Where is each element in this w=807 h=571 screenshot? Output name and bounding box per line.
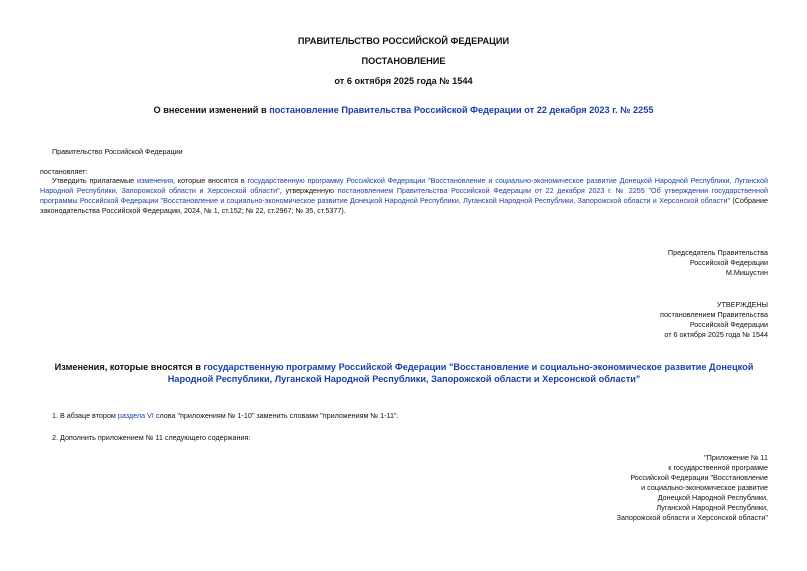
approval-line2: постановлением Правительства xyxy=(660,310,768,319)
doc-title-prefix: О внесении изменений в xyxy=(153,105,270,115)
signature-title-line2: Российской Федерации xyxy=(689,258,768,267)
decree-text-4: (Собрание законодательства Российской Федерации, 2024, № 1, ст.152; № 22, ст.2967; № 35, ст.5377). xyxy=(40,196,768,215)
header-government: ПРАВИТЕЛЬСТВО РОССИЙСКОЙ ФЕДЕРАЦИИ xyxy=(297,36,510,46)
item-2: 2. Дополнить приложением № 11 следующего содержания: xyxy=(52,433,251,442)
section-link[interactable]: раздела VI xyxy=(117,411,154,420)
appendix-line3: Российской Федерации "Восстановление xyxy=(630,473,768,482)
signature-block xyxy=(668,248,768,278)
decree-text-1: Утвердить прилагаемые xyxy=(52,176,137,185)
approval-line1: УТВЕРЖДЕНЫ xyxy=(716,300,768,309)
changes-title-prefix: Изменения, которые вносятся в xyxy=(54,362,204,372)
appendix-line6: Луганской Народной Республики, xyxy=(656,503,768,512)
appendix-line5: Донецкой Народной Республики, xyxy=(657,493,768,502)
header-doc-type: ПОСТАНОВЛЕНИЕ xyxy=(361,56,446,66)
approval-line4: от 6 октября 2025 года № 1544 xyxy=(664,330,768,339)
appendix-line1: "Приложение № 11 xyxy=(704,453,768,462)
changes-title-link[interactable]: государственную программу Российской Федерации "Восстановление и социально-экономическое развитие Донецкой Народной Республики, Луганской Народной Республики, Запорожской области и Херсонской области" xyxy=(167,362,754,384)
item-1-text-2: слова "приложениям № 1-10" заменить словами "приложениям № 1-11". xyxy=(153,411,399,420)
approval-line3: Российской Федерации xyxy=(689,320,768,329)
signature-title-line1: Председатель Правительства xyxy=(667,248,768,257)
decides-label: постановляет: xyxy=(40,167,88,176)
changes-link[interactable]: изменения xyxy=(136,176,174,185)
decree-body xyxy=(40,176,768,216)
program-link[interactable]: государственную программу Российской Федерации "Восстановление и социально-экономическое развитие Донецкой Народной Республики, Луганской Народной Республики, Запорожской области и Херсонской области" xyxy=(40,176,768,195)
doc-title-link[interactable]: постановление Правительства Российской Федерации от 22 декабря 2023 г. № 2255 xyxy=(269,105,654,115)
approval-block xyxy=(660,300,768,340)
appendix-line4: и социально-экономическое развитие xyxy=(641,483,768,492)
government-label: Правительство Российской Федерации xyxy=(52,147,183,156)
appendix-line7: Запорожской области и Херсонской области" xyxy=(616,513,768,522)
decree-text-2: , которые вносятся в xyxy=(173,176,248,185)
resolution-link[interactable]: постановлением Правительства Российской Федерации от 22 декабря 2023 г. № 2255 "Об утверждении государственной программы Российской Федерации "Восстановление и социально-экономическое развитие Донецкой Народной Республики, Луганской Народной Республики, Запорожской области и Херсонской области" xyxy=(40,186,768,205)
appendix-line2: к государственной программе xyxy=(668,463,768,472)
header-date-number: от 6 октября 2025 года № 1544 xyxy=(334,76,473,86)
item-1 xyxy=(52,411,399,421)
signature-name: М.Мишустин xyxy=(725,268,768,277)
item-1-text-1: 1. В абзаце втором xyxy=(52,411,118,420)
decree-text-3: , утвержденную xyxy=(279,186,338,195)
changes-title xyxy=(40,361,768,385)
appendix-header xyxy=(617,453,768,523)
doc-title xyxy=(0,105,807,115)
